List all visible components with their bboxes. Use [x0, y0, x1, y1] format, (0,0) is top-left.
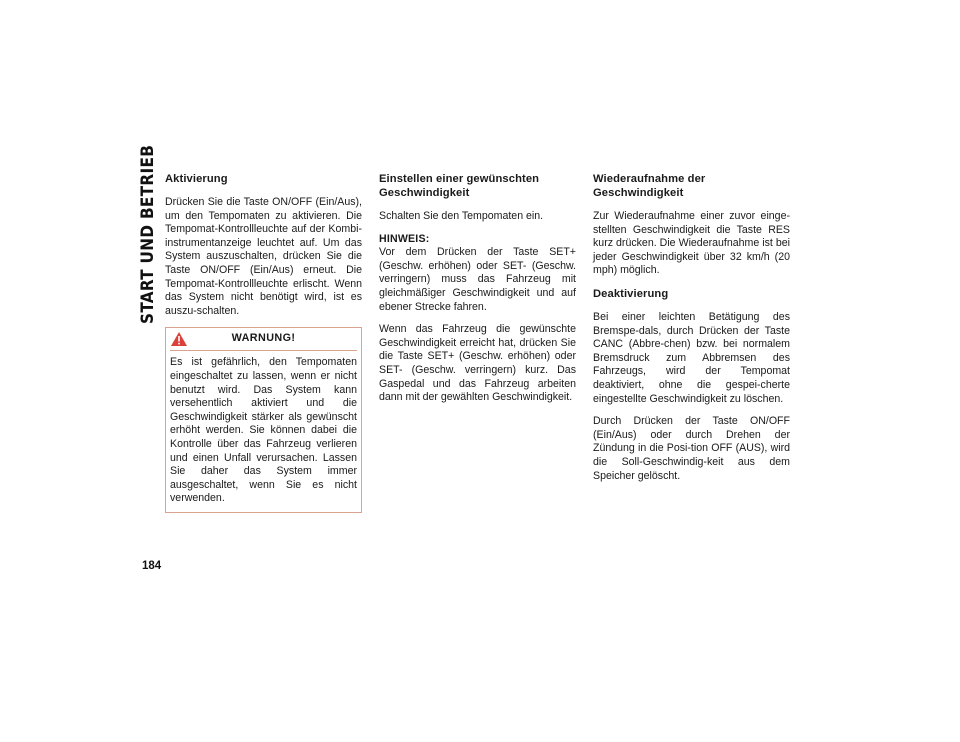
note-label: HINWEIS: [379, 232, 430, 245]
heading-deaktivierung: Deaktivierung [593, 287, 669, 300]
paragraph-deaktivierung: Bei einer leichten Betätigung des Bremspe-dals, durch Drücken der Taste CANC (Abbre-chen) bzw. bei normalem Bremsdruck zum Abbremsen des Fahrzeugs, wird der Tempomat deaktiviert, ohne die gespei-cherte eingestellte Geschwindigkeit zu löschen. [593, 310, 790, 405]
heading-einstellen: Einstellen einer gewünschten Geschwindigkeit [379, 173, 540, 199]
note-block [379, 233, 576, 315]
column-3 [593, 172, 790, 492]
note-text: Vor dem Drücken der Taste SET+ (Geschw. erhöhen) oder SET- (Geschw. verringern) muss das Fahrzeug mit gleichmäßiger Geschwindigkeit und auf ebener Strecke fahren. [379, 246, 576, 313]
paragraph-aktivierung: Drücken Sie die Taste ON/OFF (Ein/Aus), um den Tempomaten zu aktivieren. Die Tempomat-Kontrollleuchte auf der Kombi-instrumentanzeige leuchtet auf. Um das System auszuschalten, drücken Sie die Taste ON/OFF (Ein/Aus) erneut. Die Tempomat-Kontrollleuchte erlischt. Wenn das System nicht benötigt wird, ist es auszu-schalten. [165, 196, 362, 317]
paragraph-wiederaufnahme: Zur Wiederaufnahme einer zuvor einge-stellten Geschwindigkeit die Taste RES kurz drücken. Die Wiederaufnahme ist bei jeder Geschwindigkeit über 32 km/h (20 mph) möglich. [593, 210, 790, 277]
page-number: 184 [142, 560, 162, 572]
heading-aktivierung: Aktivierung [165, 173, 228, 185]
heading-wiederaufnahme: Wiederaufnahme der Geschwindigkeit [593, 173, 706, 199]
paragraph-set-speed: Wenn das Fahrzeug die gewünschte Geschwindigkeit erreicht hat, drücken Sie die Taste SET+ (Geschw. erhöhen) oder SET- (Geschw. verringern) kurz. Das Gaspedal und das Fahrzeug arbeiten dann mit der gewählten Geschwindigkeit. [379, 323, 576, 404]
warning-title: WARNUNG! [231, 332, 296, 345]
warning-box [165, 327, 362, 513]
warning-text: Es ist gefährlich, den Tempomaten eingeschaltet zu lassen, wenn er nicht benutzt wird. Das System kann versehentlich aktiviert und die Geschwindigkeit stärker als gewünscht erhöht werden. Sie können dabei die Kontrolle über das Fahrzeug verlieren und einen Unfall verursachen. Lassen Sie daher das System immer ausgeschaltet, wenn Sie es nicht verwenden. [170, 356, 357, 505]
warning-header [170, 328, 357, 351]
paragraph-einschalten: Schalten Sie den Tempomaten ein. [379, 210, 544, 222]
paragraph-loeschen: Durch Drücken der Taste ON/OFF (Ein/Aus) oder durch Drehen der Zündung in die Posi-tion OFF (AUS), wird die Soll-Geschwindig-keit aus dem Speicher gelöscht. [593, 415, 790, 482]
section-side-title-text: START UND BETRIEB [138, 144, 158, 324]
column-1 [165, 172, 362, 513]
column-2 [379, 172, 576, 414]
